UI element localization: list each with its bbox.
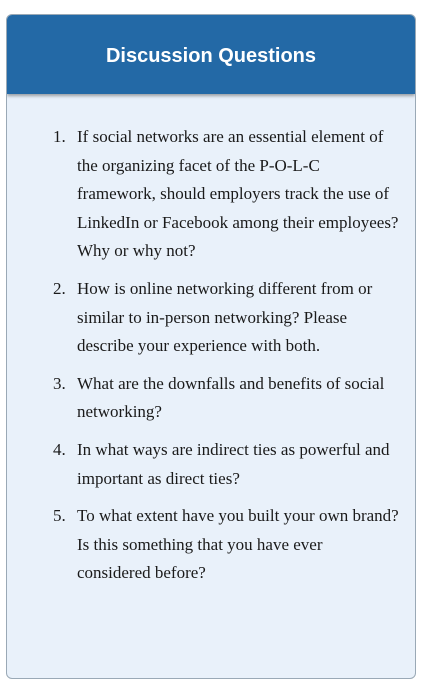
question-number: 4.: [53, 439, 66, 459]
questions-list: [7, 123, 415, 597]
question-number: 5.: [53, 506, 66, 526]
question-text: What are the downfalls and benefits of social networking?: [77, 373, 385, 422]
card-header: [7, 15, 415, 94]
discussion-questions-card: [6, 14, 416, 679]
question-text: To what extent have you built your own brand? Is this something that you have ever considered before?: [77, 506, 399, 583]
question-text: If social networks are an essential element of the organizing facet of the P-O-L-C framework, should employers track the use of LinkedIn or Facebook among their employees? Why or why not?: [77, 127, 399, 261]
question-text: How is online networking different from or similar to in-person networking? Please describe your experience with both.: [77, 278, 373, 356]
question-text: In what ways are indirect ties as powerful and important as direct ties?: [77, 439, 390, 488]
question-item: [7, 275, 415, 361]
question-number: 2.: [53, 278, 66, 298]
question-item: [7, 436, 415, 493]
question-number: 3.: [53, 373, 66, 393]
question-number: 1.: [53, 127, 66, 146]
question-item: [7, 502, 415, 588]
card-title: Discussion Questions: [105, 45, 317, 67]
question-item: [7, 370, 415, 427]
question-item: [7, 123, 415, 266]
